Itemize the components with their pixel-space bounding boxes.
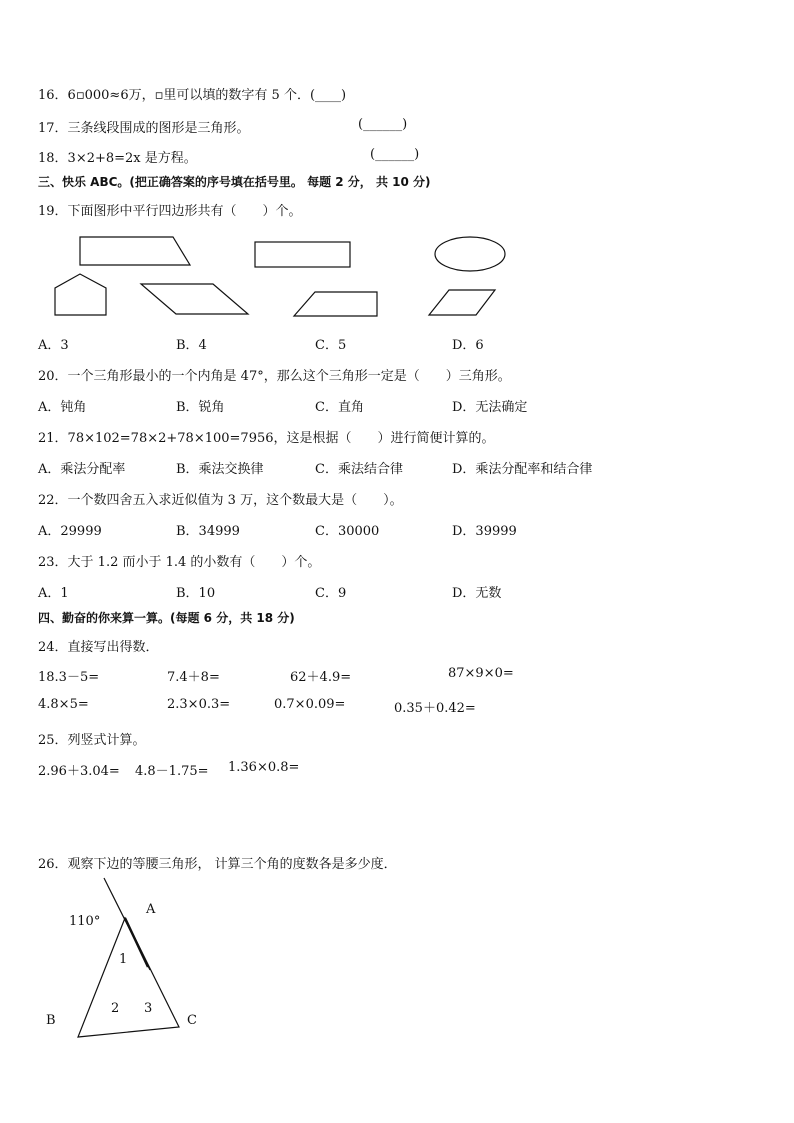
q21-option-c[interactable]: C．乘法结合律	[315, 462, 403, 477]
question-24: 24．直接写出得数．	[38, 640, 159, 655]
q19-option-b[interactable]: B．4	[176, 338, 207, 353]
q20-option-b[interactable]: B．锐角	[176, 400, 225, 415]
exterior-angle-label: 110°	[69, 914, 101, 929]
question-26: 26．观察下边的等腰三角形， 计算三个角的度数各是多少度．	[38, 857, 397, 872]
q24-calc-2: 7.4＋8=	[167, 670, 220, 685]
q19-option-d[interactable]: D．6	[452, 338, 484, 353]
q22-option-c[interactable]: C．30000	[315, 524, 380, 539]
q24-calc-8: 0.35＋0.42=	[394, 701, 476, 716]
question-22: 22．一个数四舍五入求近似值为 3 万，这个数最大是（ ）。	[38, 493, 403, 508]
answer-paren-17[interactable]: (______)	[358, 117, 408, 132]
angle-1-label: 1	[119, 952, 128, 967]
q20-option-c[interactable]: C．直角	[315, 400, 364, 415]
q23-option-d[interactable]: D．无数	[452, 586, 502, 601]
q24-calc-3: 62＋4.9=	[290, 670, 352, 685]
q22-option-b[interactable]: B．34999	[176, 524, 240, 539]
angle-3-label: 3	[144, 1001, 153, 1016]
question-20: 20．一个三角形最小的一个内角是 47°，那么这个三角形一定是（ ）三角形。	[38, 369, 511, 384]
q19-option-a[interactable]: A．3	[38, 338, 69, 353]
q23-option-a[interactable]: A．1	[38, 586, 69, 601]
q20-option-a[interactable]: A．钝角	[38, 400, 87, 415]
vertex-b-label: B	[46, 1013, 56, 1028]
question-16: 16．6▫000≈6万，▫里可以填的数字有 5 个．(____)	[38, 88, 347, 103]
q24-calc-5: 4.8×5=	[38, 697, 89, 712]
q22-option-a[interactable]: A．29999	[38, 524, 102, 539]
answer-paren-18[interactable]: (______)	[370, 147, 420, 162]
vertex-a-label: A	[146, 902, 156, 917]
q21-option-d[interactable]: D．乘法分配率和结合律	[452, 462, 593, 477]
q19-option-c[interactable]: C．5	[315, 338, 347, 353]
section-4-title: 四、勤奋的你来算一算。(每题 6 分，共 18 分)	[38, 611, 295, 625]
section-3-title: 三、快乐 ABC。(把正确答案的序号填在括号里。 每题 2 分， 共 10 分)	[38, 175, 431, 189]
q24-calc-4: 87×9×0=	[448, 666, 514, 681]
q24-calc-1: 18.3－5=	[38, 670, 100, 685]
q22-option-d[interactable]: D．39999	[452, 524, 517, 539]
angle-2-label: 2	[111, 1001, 120, 1016]
q25-calc-3: 1.36×0.8=	[228, 760, 300, 775]
question-17: 17．三条线段围成的图形是三角形。	[38, 121, 250, 136]
q24-calc-7: 0.7×0.09=	[274, 697, 346, 712]
q23-option-c[interactable]: C．9	[315, 586, 347, 601]
question-18: 18．3×2+8=2x 是方程。	[38, 151, 197, 166]
question-21: 21．78×102=78×2+78×100=7956，这是根据（ ）进行简便计算的。	[38, 431, 495, 446]
q21-option-b[interactable]: B．乘法交换律	[176, 462, 264, 477]
vertex-c-label: C	[187, 1013, 197, 1028]
question-25: 25．列竖式计算。	[38, 733, 146, 748]
q21-option-a[interactable]: A．乘法分配率	[38, 462, 126, 477]
side-ac-thick	[125, 918, 148, 967]
triangle-abc	[78, 918, 179, 1037]
q25-calc-1: 2.96＋3.04=	[38, 764, 120, 779]
question-19: 19．下面图形中平行四边形共有（ ）个。	[38, 204, 302, 219]
q20-option-d[interactable]: D．无法确定	[452, 400, 528, 415]
q25-calc-2: 4.8－1.75=	[135, 764, 209, 779]
q24-calc-6: 2.3×0.3=	[167, 697, 231, 712]
question-23: 23．大于 1.2 而小于 1.4 的小数有（ ）个。	[38, 555, 321, 570]
q23-option-b[interactable]: B．10	[176, 586, 216, 601]
